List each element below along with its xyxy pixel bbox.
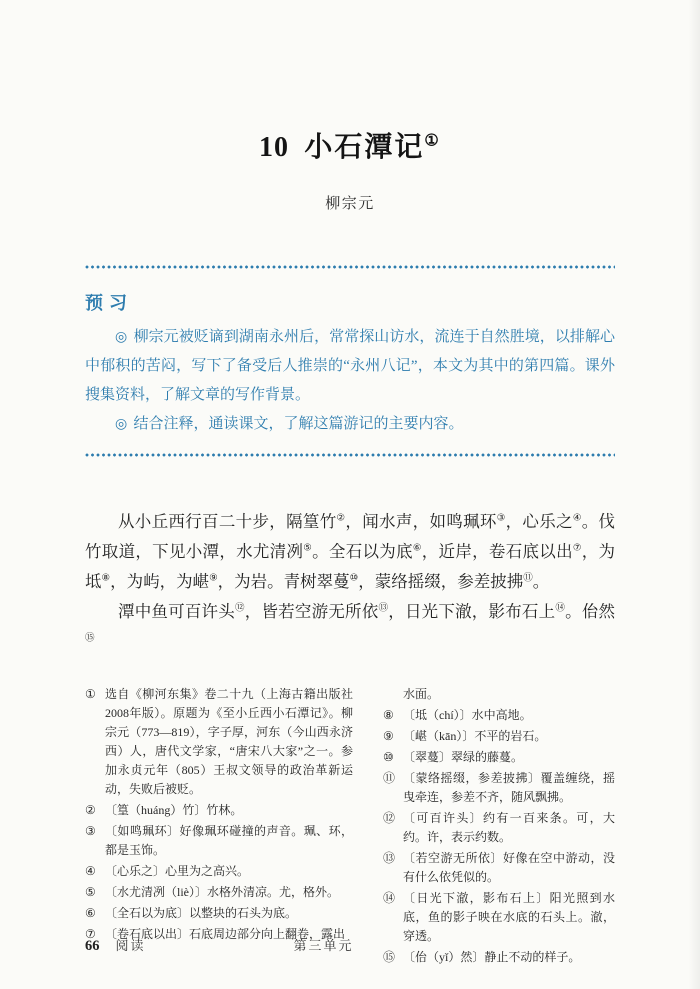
footnote-item [85, 883, 353, 902]
preview-heading: 预习 [85, 293, 133, 313]
footnote-item [85, 822, 353, 860]
footnote-marker: ⑦ [85, 927, 96, 941]
preview-item [85, 410, 615, 439]
footnote-marker: ⑪ [383, 771, 396, 785]
preview-item-text: 柳宗元被贬谪到湖南永州后，常常探山访水，流连于自然胜境，以排解心中郁积的苦闷，写下了备受后人推崇的“永州八记”，本文为其中的第四篇。课外搜集资料，了解文章的写作背景。 [85, 329, 615, 403]
footnote-marker: ⑬ [383, 851, 396, 865]
footnote-item [85, 685, 353, 799]
footnote-item [85, 801, 353, 820]
footnote-text: 〔坻（chí）〕水中高地。 [403, 708, 532, 722]
footnote-marker: ⑥ [85, 906, 96, 920]
footnote-text: 〔嵁（kān）〕不平的岩石。 [403, 729, 547, 743]
footer-unit-label: 第三单元 [293, 938, 354, 953]
page-number: 66 [85, 938, 100, 954]
lesson-title [85, 0, 615, 168]
footnote-text: 〔若空游无所依〕好像在空中游动，没有什么依凭似的。 [403, 851, 615, 884]
footnote-text: 〔如鸣珮环〕好像珮环碰撞的声音。珮、环，都是玉饰。 [105, 824, 353, 857]
footnote-item [383, 727, 615, 746]
footnote-item [383, 769, 615, 807]
lesson-number: 10 [259, 132, 290, 163]
footnote-text: 选自《柳河东集》卷二十九（上海古籍出版社2008年版）。原题为《至小丘西小石潭记》。柳宗元（773—819），字子厚，河东（今山西永济西）人，唐代文学家，“唐宋八大家”之一。参加永贞元年（805）王叔文领导的政治革新运动，失败后被贬。 [105, 687, 353, 796]
footnote-item [85, 862, 353, 881]
footnote-item [383, 748, 615, 767]
footnote-marker: ⑤ [85, 885, 96, 899]
footnotes-right-column [383, 685, 615, 969]
footnote-continuation [383, 685, 615, 704]
footnote-marker: ③ [85, 824, 96, 838]
footnote-text: 〔篁（huáng）竹〕竹林。 [105, 803, 243, 817]
footnote-marker: ⑮ [383, 950, 396, 964]
footnote-marker: ⑩ [383, 750, 394, 764]
preview-item-text: 结合注释，通读课文，了解这篇游记的主要内容。 [133, 416, 464, 432]
footnote-text: 水面。 [403, 687, 440, 701]
footnote-text: 〔心乐之〕心里为之高兴。 [105, 864, 250, 878]
dotted-separator-top [85, 265, 615, 269]
footer-section-label: 阅读 [115, 938, 146, 953]
body-paragraph: 潭中鱼可百许头⑫，皆若空游无所依⑬，日光下澈，影布石上⑭。佁然⑮ [85, 602, 616, 644]
footnote-text: 〔佁（yǐ）然〕静止不动的样子。 [403, 950, 581, 964]
footnote-marker: ⑫ [383, 811, 396, 825]
page-footer [85, 935, 615, 955]
footnote-marker: ⑨ [383, 729, 394, 743]
footnote-marker [383, 685, 403, 704]
author-name: 柳宗元 [325, 196, 375, 212]
footnote-text: 〔卷石底以出〕石底周边部分向上翻卷，露出 [105, 927, 346, 941]
footnote-marker: ② [85, 803, 96, 817]
footnote-text: 〔翠蔓〕翠绿的藤蔓。 [403, 750, 524, 764]
footnote-marker: ⑧ [383, 708, 394, 722]
preview-bullet-icon: ◎ [115, 330, 128, 345]
lesson-title-text: 小石潭记 [304, 132, 425, 163]
footnote-item [85, 904, 353, 923]
footnote-item [383, 809, 615, 847]
footnote-text: 〔可百许头〕约有一百来条。可，大约。许，表示约数。 [403, 811, 615, 844]
footnote-text: 〔蒙络摇缀，参差披拂〕覆盖缠绕，摇曳牵连，参差不齐，随风飘拂。 [403, 771, 615, 804]
footnotes-left-column [85, 685, 353, 969]
footnote-text: 〔全石以为底〕以整块的石头为底。 [105, 906, 298, 920]
dotted-separator-bottom [85, 453, 615, 457]
footnote-marker: ① [85, 687, 96, 701]
footnote-item [383, 706, 615, 725]
title-footnote-ref: ① [424, 131, 441, 150]
preview-bullet-icon: ◎ [115, 417, 128, 432]
body-paragraph: 从小丘西行百二十步，隔篁竹②，闻水声，如鸣珮环③，心乐之④。伐竹取道，下见小潭，水尤清冽⑤。全石以为底⑥，近岸，卷石底以出⑦，为坻⑧，为屿，为嵁⑨，为岩。青树翠蔓⑩，蒙络摇缀，参差披拂⑪。 [85, 512, 616, 591]
preview-item [85, 323, 615, 410]
lesson-body [85, 507, 615, 657]
preview-section [85, 289, 615, 439]
footnote-item [383, 849, 615, 887]
footnote-text: 〔水尤清冽（liè）〕水格外清凉。尤，格外。 [105, 885, 339, 899]
footnote-marker: ④ [85, 864, 96, 878]
footnote-text: 〔日光下澈，影布石上〕阳光照到水底，鱼的影子映在水底的石头上。澈，穿透。 [403, 891, 615, 943]
footnotes-section [85, 685, 615, 969]
footnote-marker: ⑭ [383, 891, 396, 905]
